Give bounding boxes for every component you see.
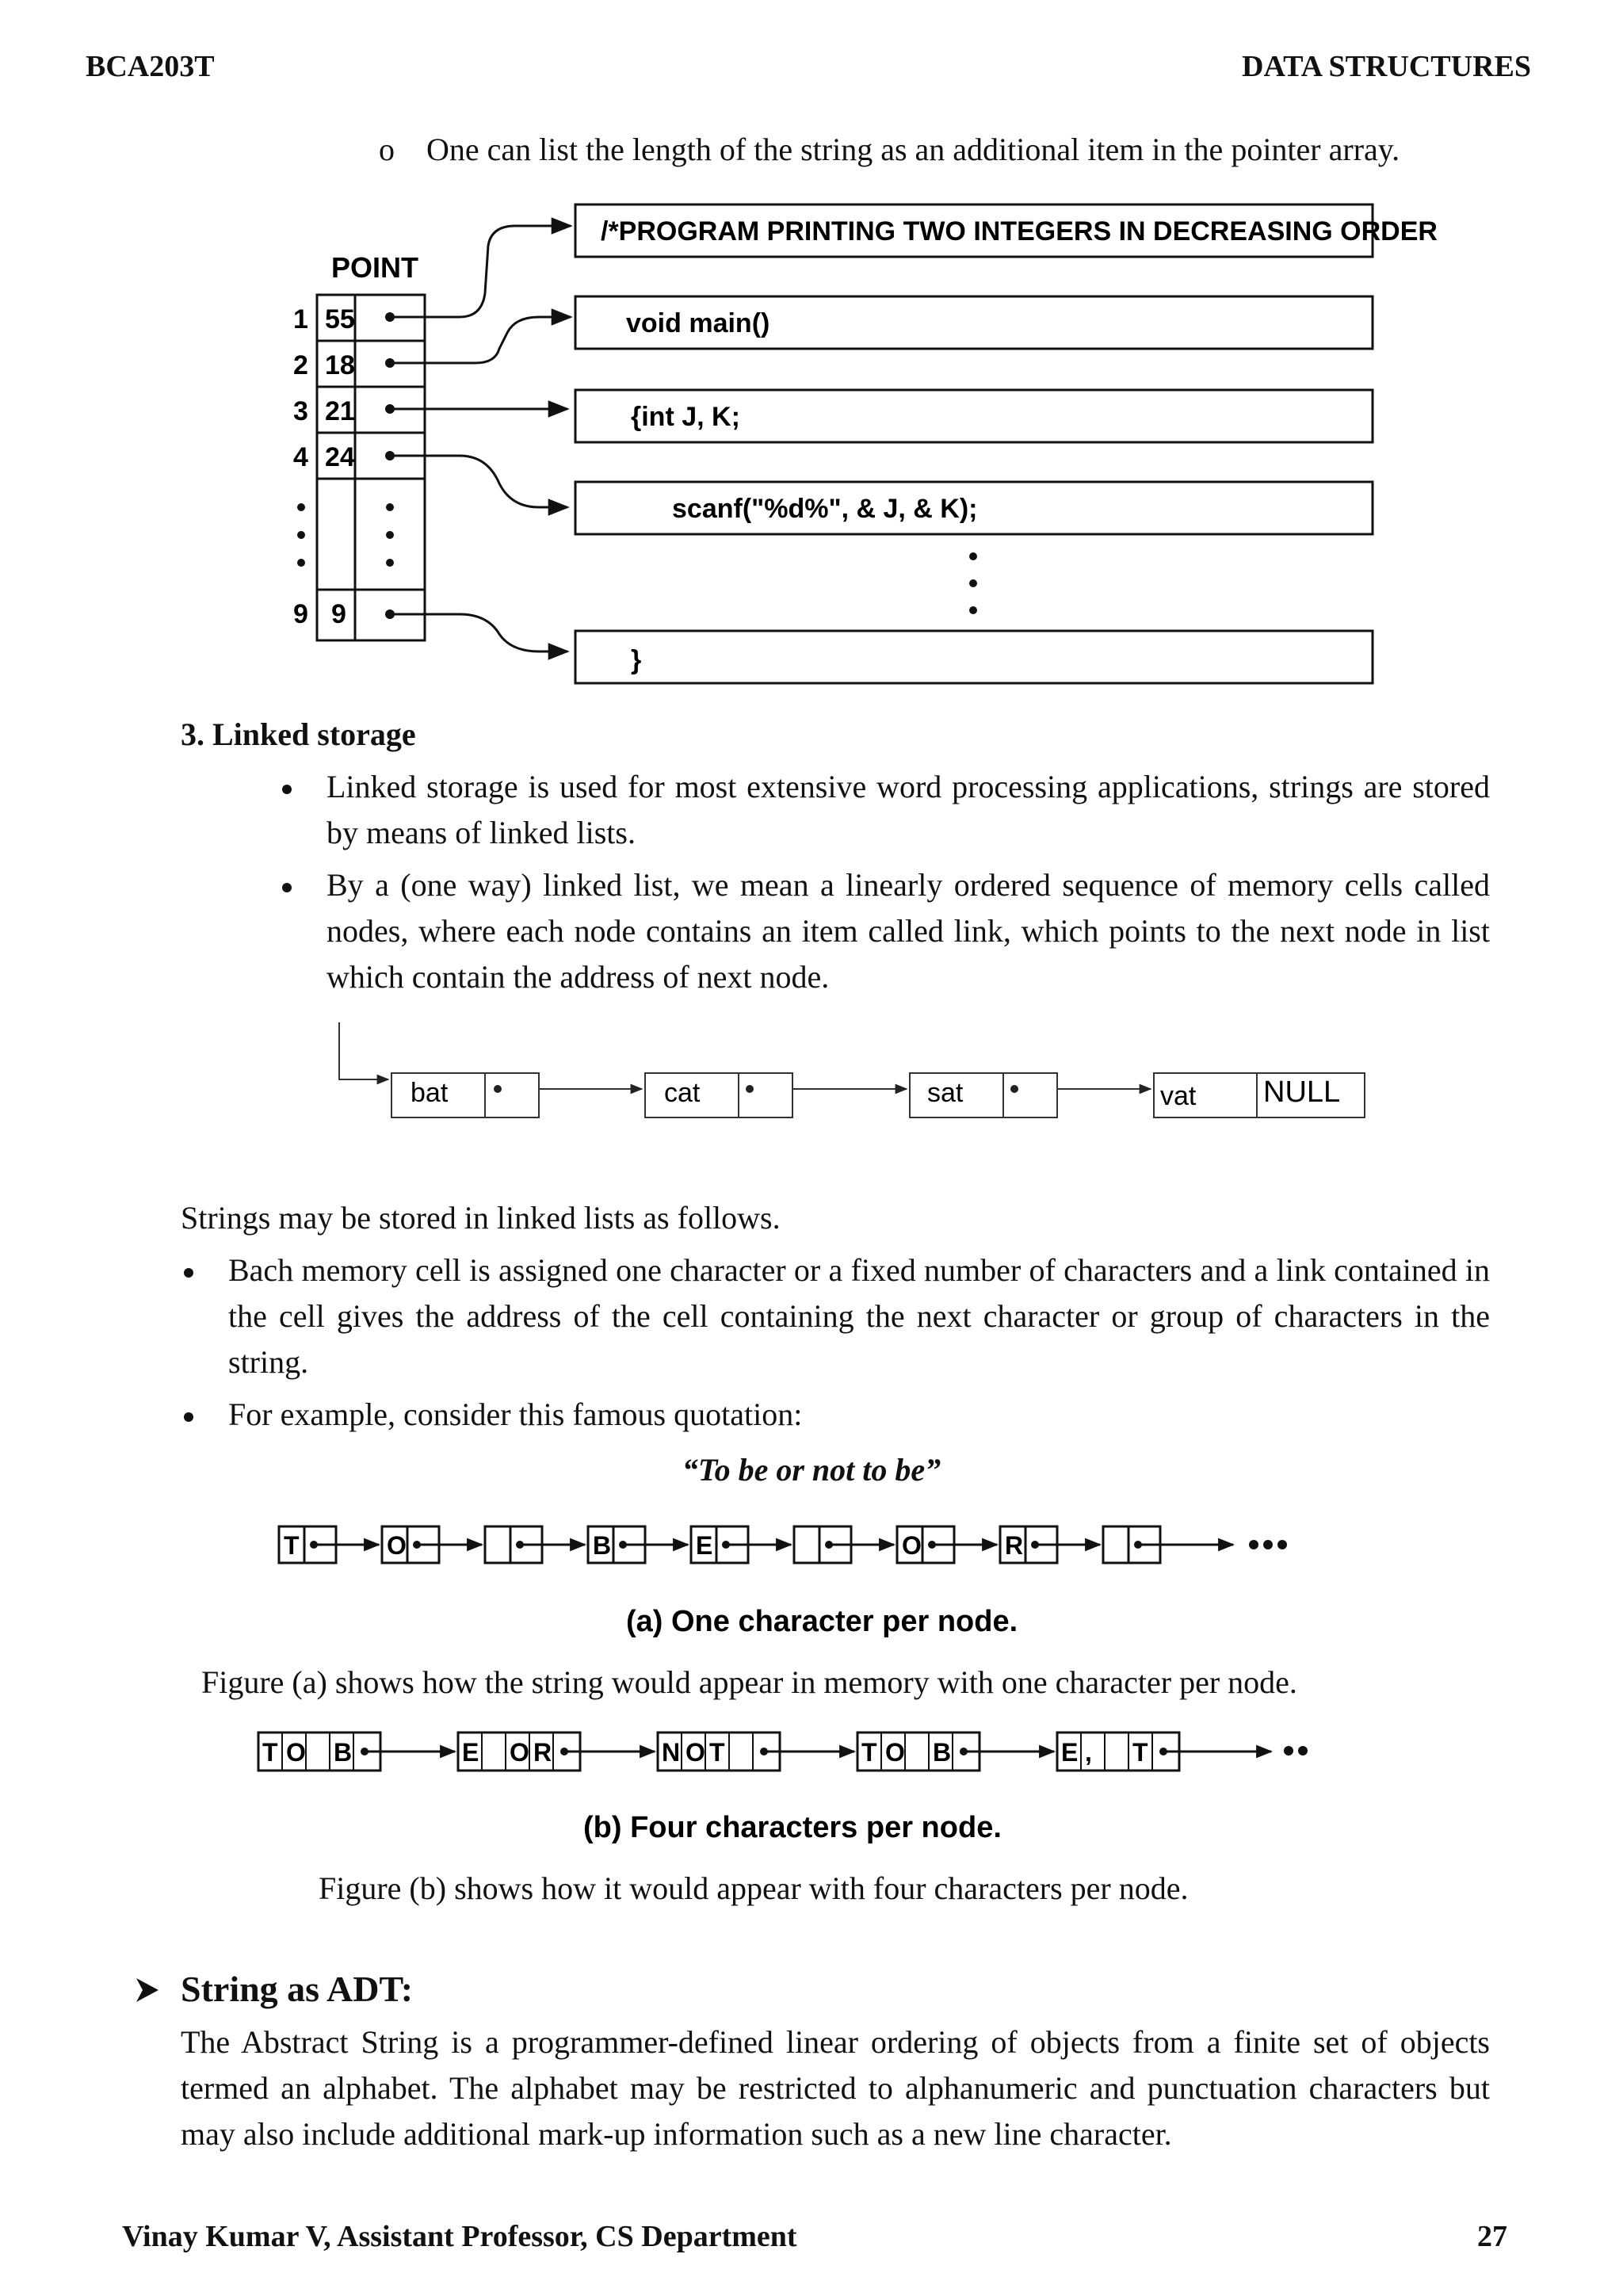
figure-a-node — [1000, 1526, 1100, 1563]
figure-a-node — [897, 1526, 997, 1563]
program-line: {int J, K; — [631, 402, 740, 432]
figure-a-description: Figure (a) shows how the string would appear in memory with one character per node. — [201, 1664, 1297, 1700]
figure-b-node — [658, 1733, 854, 1771]
row-index: 1 — [293, 304, 308, 334]
program-line: /*PROGRAM PRINTING TWO INTEGERS IN DECREASING ORDER — [601, 216, 1438, 246]
figure-b-char: R — [533, 1738, 552, 1767]
strings-bullet: For example, consider this famous quotation: — [228, 1396, 803, 1432]
row-length: 55 — [325, 304, 355, 334]
figure-a-char: O — [902, 1531, 922, 1560]
figure-b-node — [458, 1733, 655, 1771]
figure-b-char: N — [662, 1738, 681, 1767]
page-number: 27 — [1477, 2220, 1507, 2253]
figure-b-char: E — [462, 1738, 479, 1767]
footer-author: Vinay Kumar V, Assistant Professor, CS Department — [122, 2220, 797, 2253]
row-length: 21 — [325, 396, 355, 426]
list-node-label: vat — [1160, 1081, 1197, 1111]
figure-b-four-chars-per-node — [0, 1712, 1623, 1855]
program-line: } — [631, 645, 642, 675]
pointer-array-figure — [0, 0, 1623, 713]
figure-b-char: T — [709, 1738, 725, 1767]
figure-b-char: O — [286, 1738, 306, 1767]
arrowhead-bullet-icon — [135, 1977, 160, 2004]
bullet-icon — [282, 883, 292, 892]
strings-intro: Strings may be stored in linked lists as follows. — [181, 1200, 781, 1236]
figure-a-caption: (a) One character per node. — [626, 1605, 1018, 1638]
figure-a-node — [382, 1526, 482, 1563]
figure-a-node — [1103, 1526, 1233, 1563]
bullet-icon — [282, 785, 292, 794]
figure-a-char: T — [284, 1531, 300, 1560]
adt-heading: String as ADT: — [181, 1969, 414, 2009]
figure-b-description: Figure (b) shows how it would appear with four characters per node. — [319, 1870, 1189, 1906]
figure-a-char: R — [1005, 1531, 1024, 1560]
bullet-icon — [184, 1268, 193, 1278]
subject-title: DATA STRUCTURES — [1242, 50, 1531, 83]
row-index: 4 — [293, 442, 308, 472]
figure-b-node — [857, 1733, 1054, 1771]
figure-b-char: E — [1061, 1738, 1079, 1767]
row-index: 3 — [293, 396, 308, 426]
null-label: NULL — [1263, 1075, 1341, 1109]
row-index: 9 — [293, 599, 308, 629]
figure-b-char: , — [1085, 1738, 1092, 1767]
row-length: 18 — [325, 350, 355, 380]
row-index: 2 — [293, 350, 308, 380]
figure-b-caption: (b) Four characters per node. — [583, 1811, 1002, 1844]
figure-b-char: O — [685, 1738, 705, 1767]
figure-b-char: B — [933, 1738, 952, 1767]
list-node-label: bat — [411, 1078, 449, 1108]
point-table-title: POINT — [331, 251, 419, 284]
sub-bullet-marker: o — [379, 132, 395, 167]
linked-storage-bullet: By a (one way) linked list, we mean a linearly ordered sequence of memory cells called nodes, where each node contains an item called link, which points to the next node in list which contain the address of next node. — [327, 867, 1490, 995]
linked-storage-bullet: Linked storage is used for most extensive word processing applications, strings are stored by means of linked lists. — [327, 769, 1490, 850]
list-node-label: cat — [664, 1078, 701, 1108]
row-length: 24 — [325, 442, 355, 472]
linked-storage-heading: 3. Linked storage — [181, 716, 416, 752]
figure-b-node — [258, 1733, 455, 1771]
figure-a-char: B — [593, 1531, 612, 1560]
program-line: scanf("%d%", & J, & K); — [672, 494, 978, 524]
figure-b-char: B — [334, 1738, 353, 1767]
program-line: void main() — [626, 308, 770, 338]
famous-quote: “To be or not to be” — [682, 1452, 941, 1488]
figure-a-char: O — [387, 1531, 407, 1560]
intro-point-text: One can list the length of the string as an additional item in the pointer array. — [426, 132, 1400, 167]
figure-b-char: O — [510, 1738, 529, 1767]
linked-list-figure — [0, 1007, 1623, 1141]
figure-a-one-char-per-node — [0, 1498, 1623, 1648]
figure-b-char: T — [262, 1738, 278, 1767]
figure-b-char: O — [885, 1738, 905, 1767]
figure-a-node — [691, 1526, 791, 1563]
figure-b-char: T — [1132, 1738, 1148, 1767]
figure-a-node — [485, 1526, 585, 1563]
figure-b-char: T — [861, 1738, 877, 1767]
figure-b-node — [1057, 1733, 1271, 1771]
adt-body: The Abstract String is a programmer-defined linear ordering of objects from a finite set of objects termed an alphabet. The alphabet may be restricted to alphanumeric and punctuation characters but may also include additional mark-up information such as a new line character. — [181, 2024, 1490, 2152]
figure-a-node — [588, 1526, 688, 1563]
strings-bullet: Bach memory cell is assigned one character or a fixed number of characters and a link contained in the cell gives the address of the cell containing the next character or group of characters in the string. — [228, 1252, 1490, 1380]
row-length: 9 — [331, 599, 346, 629]
list-node-label: sat — [927, 1078, 964, 1108]
course-code: BCA203T — [86, 50, 215, 83]
bullet-icon — [184, 1412, 193, 1422]
figure-a-node — [279, 1526, 379, 1563]
figure-a-node — [794, 1526, 894, 1563]
figure-a-char: E — [696, 1531, 713, 1560]
